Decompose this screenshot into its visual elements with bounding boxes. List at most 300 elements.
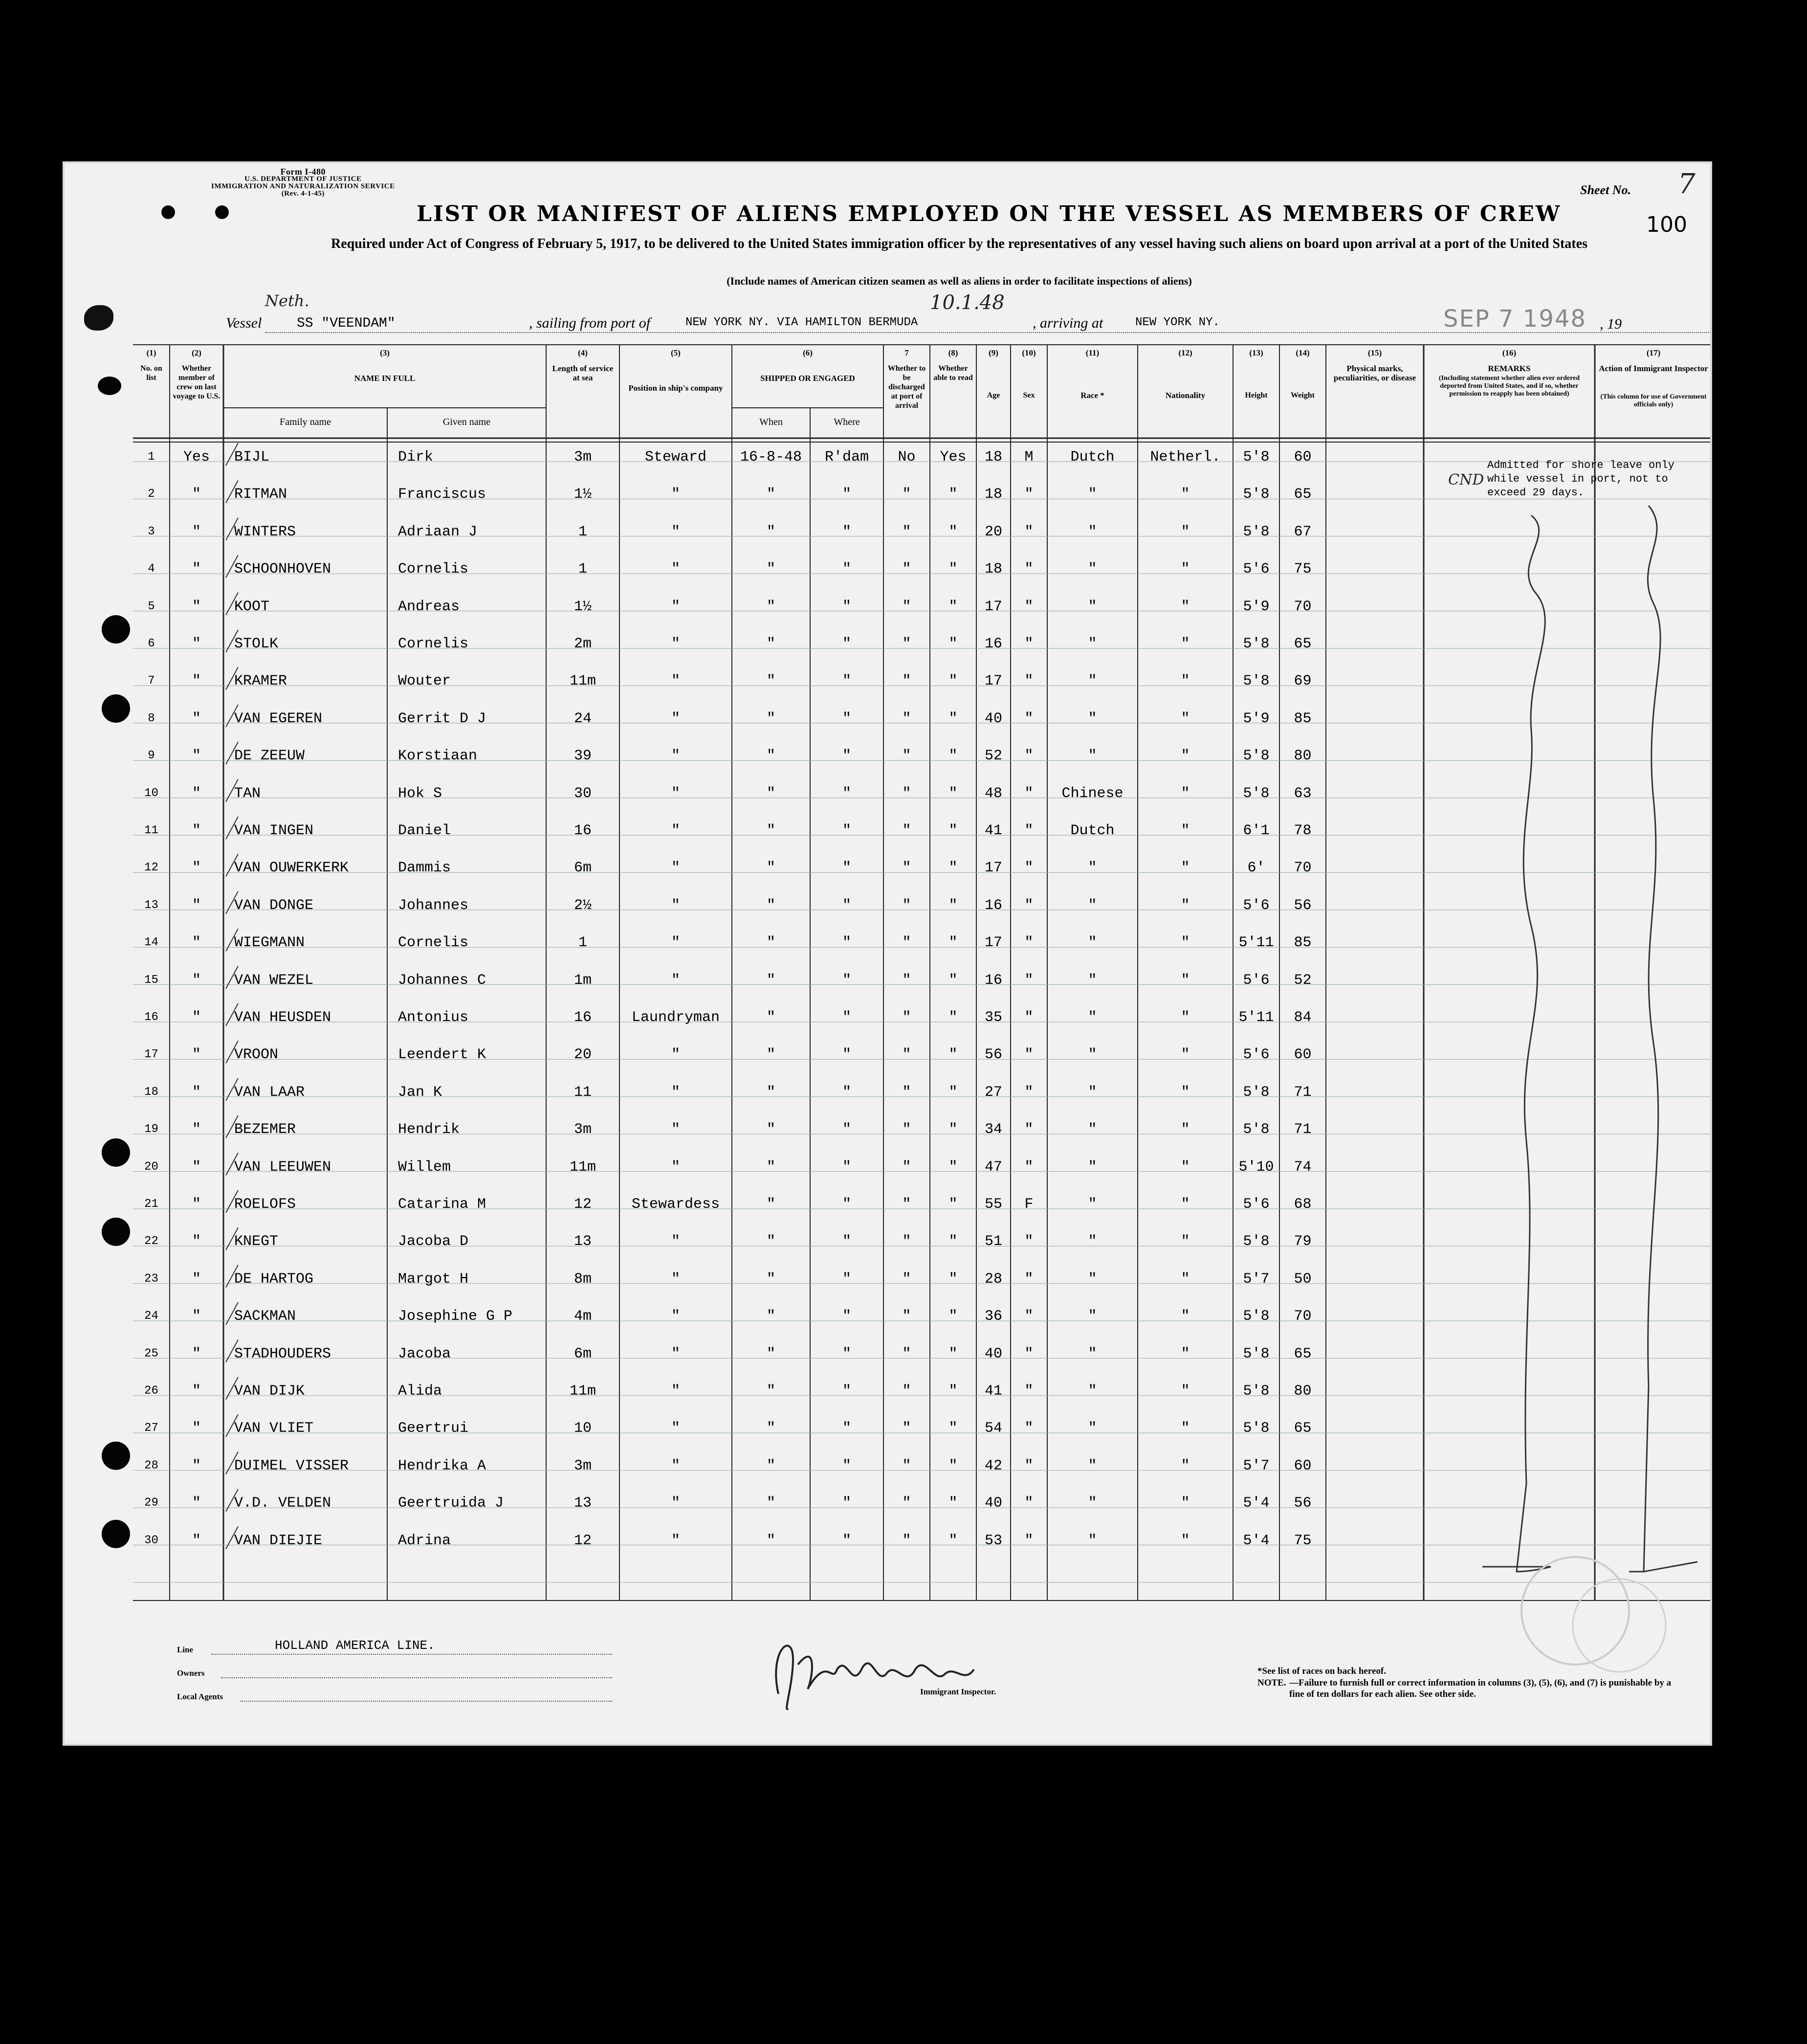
cell-service: 3m [573,1457,592,1474]
cell-crew: " [192,897,201,914]
binder-hole [102,615,130,644]
cell-where: " [842,486,851,503]
cell-nationality: " [1181,1084,1190,1101]
cell-race: " [1088,972,1097,989]
department-name: U.S. DEPARTMENT OF JUSTICE [244,175,362,183]
nationality-handwritten: Neth. [265,291,309,310]
form-instruction: (Include names of American citizen seamen as well as aliens in order to facilitate inspections of aliens) [727,275,1192,287]
cell-nationality: " [1181,1158,1190,1176]
cell-family: VAN DONGE [234,897,314,914]
cell-given: Wouter [398,673,451,690]
cell-given: Andreas [398,598,460,615]
cell-position: " [671,1383,680,1400]
cell-service: 11m [569,1383,596,1400]
cell-nationality: " [1181,561,1190,578]
cell-when: " [766,934,775,952]
year-label: , 19 [1600,316,1622,332]
cell-age: 18 [984,561,1002,578]
column-number: (3) [380,348,390,357]
cell-sex: " [1024,561,1034,578]
column-number: (15) [1367,348,1382,357]
vessel-label: Vessel [226,315,262,331]
cell-sex: " [1024,673,1034,690]
line-value: HOLLAND AMERICA LINE. [275,1638,435,1653]
subheader-family: Family name [280,417,331,427]
cell-height: 5'11 [1238,934,1274,952]
cell-age: 40 [984,1345,1002,1362]
cell-given: Geertruida J [398,1495,504,1512]
cell-discharged: " [902,486,911,503]
cell-height: 5'8 [1243,636,1270,652]
cell-crew: " [192,486,201,503]
cell-service: 12 [573,1196,592,1213]
cell-family: RITMAN [234,486,287,503]
cell-no: 2 [148,488,155,501]
cell-race: " [1088,561,1097,578]
cell-nationality: " [1181,598,1190,615]
cell-position: " [671,1046,680,1064]
cell-height: 5'6 [1243,1196,1270,1213]
column-header: Race * [1080,391,1104,400]
cell-age: 52 [984,748,1002,765]
cell-nationality: " [1181,1196,1190,1213]
cell-sex: " [1024,523,1034,540]
race-note: *See list of races on back hereof. [1257,1666,1386,1676]
cell-given: Adrina [398,1532,451,1549]
cell-where: " [842,822,851,839]
cell-position: " [671,860,680,877]
cell-given: Johannes [398,897,469,914]
cell-age: 54 [984,1420,1002,1437]
cell-crew: " [192,598,201,615]
cell-age: 18 [984,486,1002,503]
cell-nationality: " [1181,972,1190,989]
cell-nationality: " [1181,1009,1190,1026]
cell-height: 5'8 [1243,486,1270,503]
cell-weight: 52 [1294,972,1312,989]
cell-height: 5'8 [1243,785,1270,802]
cell-weight: 69 [1294,673,1312,690]
cell-age: 27 [984,1084,1002,1101]
cell-no: 16 [144,1011,158,1024]
cell-discharged: " [902,598,911,615]
cell-where: " [842,1457,851,1474]
cell-where: " [842,1046,851,1064]
cell-service: 8m [573,1270,592,1288]
cell-race: " [1088,897,1097,914]
cell-family: VAN LAAR [234,1084,305,1101]
cell-service: 24 [573,710,592,727]
cell-nationality: " [1181,1270,1190,1288]
cell-race: " [1088,710,1097,727]
cell-no: 18 [144,1085,158,1099]
column-header: No. on list [140,364,162,382]
cell-no: 29 [144,1496,158,1510]
handwritten-ditto-lines [65,163,1712,1746]
cell-weight: 78 [1294,822,1312,839]
cell-sex: F [1024,1196,1034,1213]
cell-position: " [671,1158,680,1176]
cell-race: " [1088,1084,1097,1101]
cell-race: " [1088,523,1097,540]
cell-age: 41 [984,1383,1002,1400]
cell-position: " [671,636,680,652]
cell-race: " [1088,748,1097,765]
cell-weight: 80 [1294,748,1312,765]
column-number: (4) [578,348,588,357]
cell-where: " [842,1009,851,1026]
cell-no: 22 [144,1235,158,1248]
cell-sex: " [1024,636,1034,652]
column-header: REMARKS [1488,364,1531,373]
local-agents-label: Local Agents [177,1692,223,1701]
cell-crew: " [192,785,201,802]
cell-weight: 60 [1294,449,1312,466]
cell-discharged: " [902,1495,911,1512]
cell-where: " [842,636,851,652]
owners-rule [221,1677,612,1678]
cell-age: 16 [984,897,1002,914]
cell-discharged: " [902,523,911,540]
cell-weight: 84 [1294,1009,1312,1026]
cell-height: 5'8 [1243,748,1270,765]
cell-position: Steward [644,449,707,466]
cell-when: " [766,1158,775,1176]
cell-family: KNEGT [234,1233,279,1250]
cell-given: Dirk [398,449,434,466]
column-header: Position in ship's company [628,383,723,393]
cell-age: 41 [984,822,1002,839]
cell-service: 16 [573,1009,592,1026]
cell-position: Laundryman [631,1009,720,1026]
cell-weight: 65 [1294,1420,1312,1437]
cell-age: 36 [984,1308,1002,1325]
note-label: NOTE. [1257,1678,1286,1688]
cell-race: " [1088,1345,1097,1362]
cell-no: 30 [144,1533,158,1547]
cell-given: Hendrik [398,1121,460,1138]
cell-where: " [842,710,851,727]
cell-crew: " [192,561,201,578]
cell-family: VAN HEUSDEN [234,1009,331,1026]
binder-hole [161,205,175,219]
cell-where: " [842,785,851,802]
cell-no: 19 [144,1123,158,1136]
column-number: (13) [1249,348,1263,357]
cell-sex: " [1024,1495,1034,1512]
cell-when: " [766,1009,775,1026]
cell-crew: " [192,1158,201,1176]
cell-when: " [766,748,775,765]
cell-sex: " [1024,1532,1034,1549]
cell-family: VAN VLIET [234,1420,314,1437]
cell-race: " [1088,1233,1097,1250]
cell-no: 3 [148,525,155,538]
cell-no: 9 [148,749,155,763]
sheet-number: 7 [1678,168,1696,200]
cell-weight: 70 [1294,1308,1312,1325]
cell-race: " [1088,1383,1097,1400]
cell-position: " [671,598,680,615]
cell-given: Franciscus [398,486,486,503]
cell-nationality: " [1181,1420,1190,1437]
cell-read: " [948,561,958,578]
cell-where: " [842,1495,851,1512]
cell-read: " [948,1532,958,1549]
column-number: (14) [1296,348,1310,357]
cell-discharged: " [902,1457,911,1474]
cell-no: 10 [144,786,158,800]
cell-when: " [766,1270,775,1288]
line-label: Line [177,1645,194,1654]
column-header: Whether to be discharged at port of arrival [887,364,926,410]
cell-height: 5'8 [1243,523,1270,540]
cell-weight: 50 [1294,1270,1312,1288]
owners-label: Owners [177,1668,205,1678]
cell-height: 5'8 [1243,1084,1270,1101]
cell-sex: " [1024,897,1034,914]
cell-discharged: " [902,710,911,727]
cell-where: " [842,598,851,615]
cell-where: " [842,1233,851,1250]
cell-where: " [842,1158,851,1176]
cell-nationality: " [1181,1383,1190,1400]
cell-height: 5'10 [1238,1158,1274,1176]
cell-weight: 67 [1294,523,1312,540]
cell-sex: " [1024,934,1034,952]
remarks-initials: CND [1448,471,1484,489]
cell-height: 5'8 [1243,1308,1270,1325]
cell-height: 5'11 [1238,1009,1274,1026]
cell-position: Stewardess [631,1196,720,1213]
cell-position: " [671,523,680,540]
cell-age: 42 [984,1457,1002,1474]
cell-sex: " [1024,1158,1034,1176]
cell-nationality: " [1181,1532,1190,1549]
cell-discharged: " [902,1420,911,1437]
cell-service: 1½ [573,598,592,615]
cell-race: " [1088,1420,1097,1437]
cell-nationality: " [1181,1457,1190,1474]
cell-where: " [842,561,851,578]
cell-given: Alida [398,1383,442,1400]
cell-service: 6m [573,1345,592,1362]
cell-given: Adriaan J [398,523,478,540]
cell-race: " [1088,1158,1097,1176]
cell-sex: " [1024,486,1034,503]
cell-no: 4 [148,562,155,576]
cell-family: BEZEMER [234,1121,296,1138]
remarks-line-1: Admitted for shore leave only [1487,459,1675,471]
cell-crew: Yes [183,449,210,466]
cell-family: VAN DIJK [234,1383,305,1400]
cell-read: " [948,636,958,652]
column-header: Whether able to read [933,364,973,382]
cell-age: 16 [984,636,1002,652]
cell-height: 6' [1247,860,1265,877]
cell-nationality: " [1181,673,1190,690]
cell-nationality: " [1181,1345,1190,1362]
cell-crew: " [192,1457,201,1474]
cell-position: " [671,561,680,578]
cell-age: 47 [984,1158,1002,1176]
cell-read: " [948,1233,958,1250]
cell-no: 26 [144,1384,158,1398]
cell-discharged: " [902,636,911,652]
column-header: Nationality [1165,391,1206,400]
cell-no: 23 [144,1272,158,1286]
column-header: Physical marks, peculiarities, or disease [1333,364,1416,382]
cell-nationality: " [1181,860,1190,877]
cell-when: " [766,1383,775,1400]
cell-where: " [842,1270,851,1288]
cell-weight: 60 [1294,1457,1312,1474]
cell-crew: " [192,934,201,952]
binder-hole [98,377,121,395]
cell-nationality: " [1181,1046,1190,1064]
cell-service: 11 [573,1084,592,1101]
cell-weight: 85 [1294,934,1312,952]
cell-where: " [842,1084,851,1101]
cell-position: " [671,897,680,914]
column-number: (12) [1178,348,1192,357]
cell-discharged: " [902,1532,911,1549]
cell-discharged: " [902,748,911,765]
cell-where: " [842,1345,851,1362]
cell-age: 40 [984,1495,1002,1512]
subheader-when: When [759,417,783,427]
cell-height: 5'9 [1243,598,1270,615]
cell-race: " [1088,1457,1097,1474]
cell-age: 18 [984,449,1002,466]
cell-sex: " [1024,598,1034,615]
cell-family: KRAMER [234,673,287,690]
cell-sex: " [1024,1046,1034,1064]
cell-service: 2½ [573,897,592,914]
cell-when: " [766,1233,775,1250]
cell-family: WIEGMANN [234,934,305,952]
cell-crew: " [192,1532,201,1549]
cell-given: Leendert K [398,1046,486,1064]
cell-read: " [948,860,958,877]
column-header: Whether member of crew on last voyage to U.S. [173,364,220,400]
cell-given: Dammis [398,860,451,877]
cell-nationality: Netherl. [1150,449,1221,466]
cell-weight: 79 [1294,1233,1312,1250]
cell-no: 25 [144,1347,158,1360]
cell-discharged: " [902,1383,911,1400]
sailing-port: NEW YORK NY. VIA HAMILTON BERMUDA [685,316,918,329]
cell-sex: " [1024,710,1034,727]
cell-height: 5'6 [1243,897,1270,914]
action-note: (This column for use of Government officials only) [1600,393,1707,408]
cell-service: 39 [573,748,592,765]
column-number: (16) [1502,348,1517,357]
cell-when: " [766,1196,775,1213]
cell-race: " [1088,636,1097,652]
cell-no: 1 [148,450,155,464]
cell-service: 1 [578,523,587,540]
cell-position: " [671,486,680,503]
cell-read: Yes [940,449,967,466]
cell-discharged: " [902,1345,911,1362]
remarks-line-2: while vessel in port, not to [1487,473,1668,485]
column-header: SHIPPED OR ENGAGED [760,374,855,383]
immigrant-inspector-label: Immigrant Inspector. [920,1687,996,1696]
cell-nationality: " [1181,710,1190,727]
cell-age: 28 [984,1270,1002,1288]
cell-weight: 70 [1294,598,1312,615]
column-number: (1) [146,348,156,357]
cell-nationality: " [1181,1495,1190,1512]
cell-where: " [842,860,851,877]
cell-where: " [842,673,851,690]
manifest-sheet [63,161,1712,1746]
cell-race: " [1088,1009,1097,1026]
cell-age: 56 [984,1046,1002,1064]
cell-height: 5'4 [1243,1495,1270,1512]
cell-when: " [766,710,775,727]
cell-when: " [766,1046,775,1064]
cell-read: " [948,1196,958,1213]
cell-position: " [671,710,680,727]
cell-given: Jacoba D [398,1233,469,1250]
column-header: Age [987,391,1000,400]
cell-height: 5'7 [1243,1270,1270,1288]
cell-race: " [1088,1532,1097,1549]
cell-no: 8 [148,711,155,725]
cell-read: " [948,748,958,765]
cell-where: " [842,1420,851,1437]
cell-position: " [671,1345,680,1362]
cell-race: " [1088,598,1097,615]
cell-sex: " [1024,1009,1034,1026]
cell-nationality: " [1181,1308,1190,1325]
cell-race: Chinese [1061,785,1124,802]
cell-when: 16-8-48 [740,449,802,466]
cell-when: " [766,486,775,503]
cell-race: " [1088,860,1097,877]
cell-height: 5'8 [1243,449,1270,466]
cell-race: " [1088,1046,1097,1064]
cell-race: " [1088,1495,1097,1512]
cell-sex: " [1024,1270,1034,1288]
cell-read: " [948,1383,958,1400]
column-number: (9) [989,348,998,357]
cell-where: " [842,748,851,765]
cell-discharged: " [902,897,911,914]
cell-given: Geertrui [398,1420,469,1437]
cell-nationality: " [1181,636,1190,652]
column-number: (6) [803,348,813,357]
cell-discharged: " [902,1084,911,1101]
cell-crew: " [192,972,201,989]
cell-family: STOLK [234,636,279,652]
cell-when: " [766,1121,775,1138]
cell-weight: 71 [1294,1121,1312,1138]
line-rule [211,1654,612,1655]
cell-height: 5'8 [1243,1383,1270,1400]
cell-service: 1½ [573,486,592,503]
cell-read: " [948,822,958,839]
cell-weight: 85 [1294,710,1312,727]
cell-service: 11m [569,1158,596,1176]
cell-height: 5'7 [1243,1457,1270,1474]
cell-given: Jacoba [398,1345,451,1362]
cell-weight: 60 [1294,1046,1312,1064]
cell-read: " [948,523,958,540]
cell-discharged: No [898,449,916,466]
